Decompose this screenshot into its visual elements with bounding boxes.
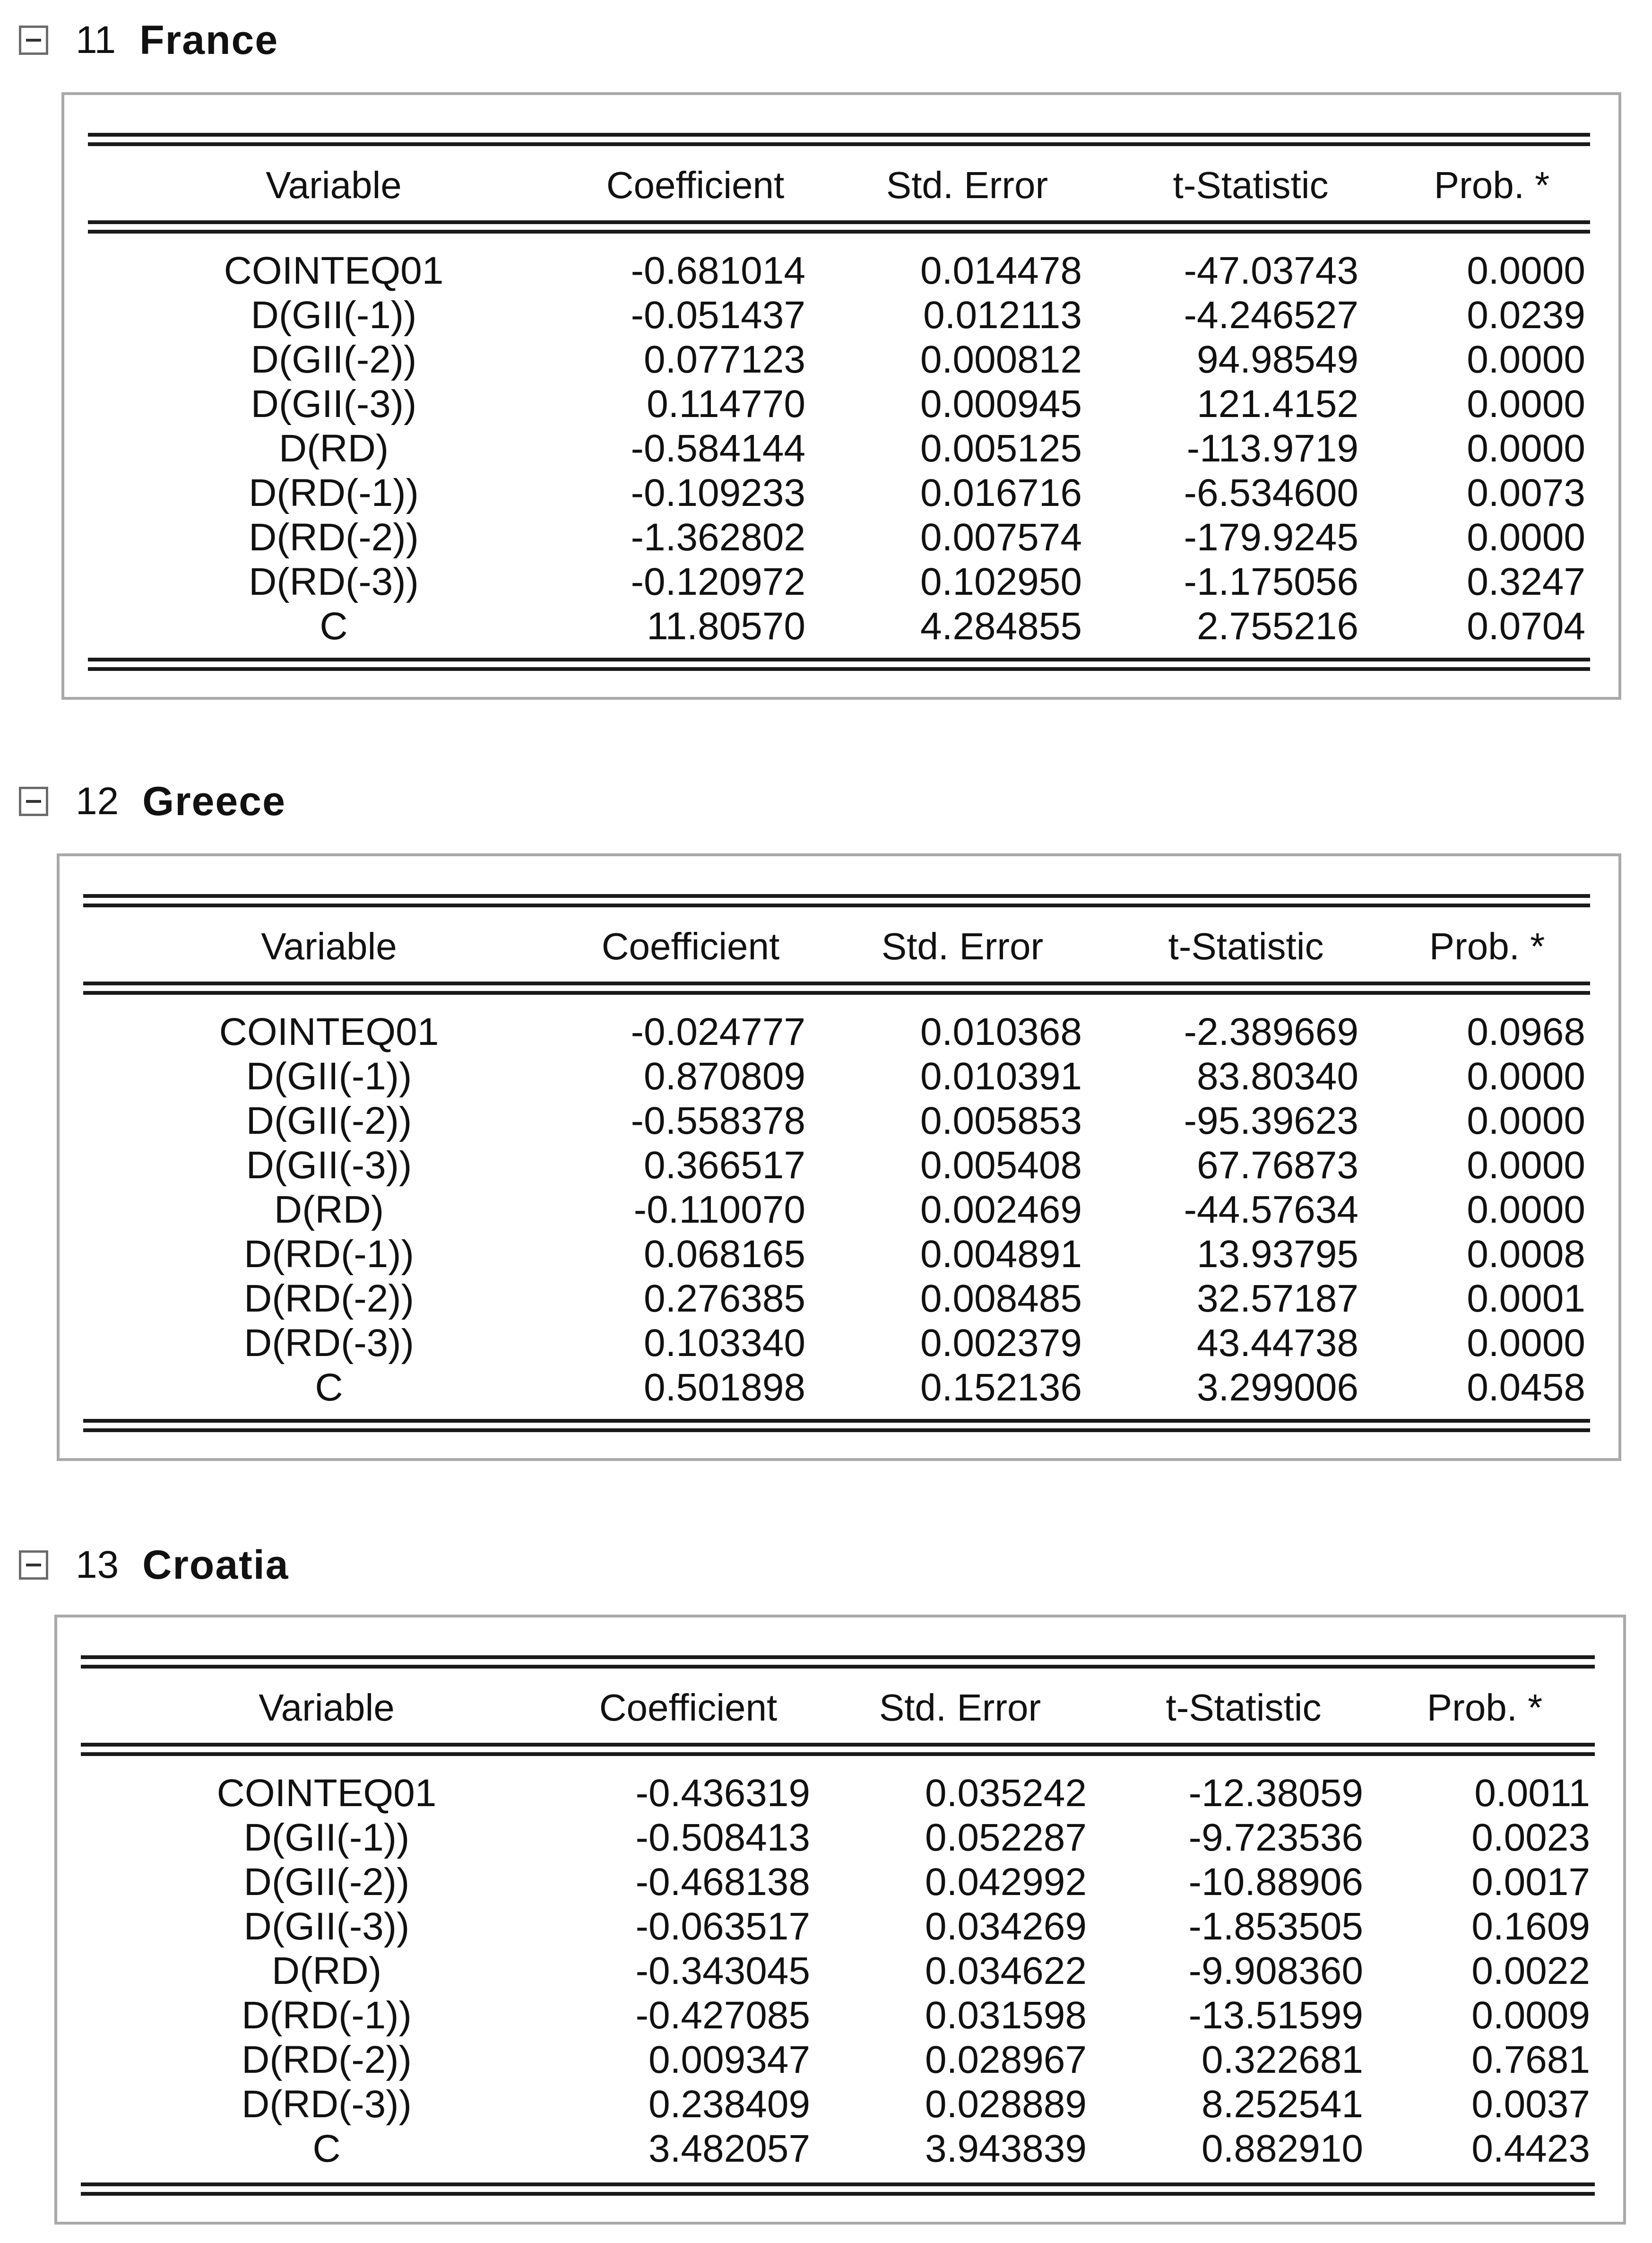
cell-prob: 0.0011 (1474, 1772, 1590, 1815)
cell-coefficient: -0.051437 (631, 294, 805, 337)
cell-t-statistic: -47.03743 (1184, 249, 1358, 292)
cell-prob: 0.0000 (1467, 249, 1585, 292)
rule-bottom (88, 658, 1590, 671)
cell-prob: 0.0704 (1467, 605, 1585, 648)
cell-prob: 0.0017 (1471, 1860, 1590, 1904)
cell-std-error: 0.002469 (920, 1188, 1082, 1231)
cell-prob: 0.0000 (1467, 383, 1585, 426)
cell-coefficient: -0.584144 (631, 427, 805, 470)
collapse-minus-icon[interactable] (19, 787, 48, 816)
cell-coefficient: 0.501898 (643, 1366, 805, 1409)
cell-prob: 0.0239 (1467, 294, 1585, 337)
cell-coefficient: 0.114770 (647, 383, 805, 426)
rule-header (88, 220, 1590, 234)
cell-prob: 0.4423 (1471, 2127, 1590, 2170)
cell-coefficient: 0.870809 (643, 1055, 805, 1098)
cell-std-error: 0.012113 (923, 294, 1082, 337)
results-panel (61, 92, 1621, 700)
cell-prob: 0.0023 (1471, 1816, 1590, 1859)
cell-std-error: 0.002379 (920, 1321, 1082, 1365)
cell-variable: C (312, 2127, 341, 2170)
cell-prob: 0.3247 (1467, 560, 1585, 603)
table-row (64, 471, 1618, 515)
cell-coefficient: -0.343045 (635, 1949, 810, 1992)
results-panel (57, 853, 1621, 1461)
cell-t-statistic: -13.51599 (1188, 1994, 1363, 2037)
table-row (64, 426, 1618, 471)
cell-coefficient: -0.110070 (633, 1188, 805, 1231)
cell-variable: D(GII(-2)) (243, 1860, 410, 1904)
table-row (64, 293, 1618, 338)
cell-coefficient: 0.276385 (643, 1277, 805, 1320)
cell-std-error: 0.035242 (925, 1772, 1087, 1815)
cell-std-error: 0.042992 (925, 1860, 1087, 1904)
table-row (57, 1860, 1623, 1904)
cell-t-statistic: -9.908360 (1188, 1949, 1363, 1992)
cell-coefficient: -0.468138 (635, 1860, 810, 1904)
cell-variable: D(RD(-1)) (242, 1994, 412, 2037)
cell-coefficient: 0.009347 (648, 2038, 810, 2081)
cell-prob: 0.0000 (1467, 427, 1585, 470)
rule-bottom (83, 1419, 1590, 1432)
cell-t-statistic: 67.76873 (1196, 1144, 1358, 1187)
table-body (57, 1771, 1623, 2171)
cell-variable: D(GII(-3)) (251, 383, 417, 426)
cell-t-statistic: -44.57634 (1184, 1188, 1358, 1231)
collapse-minus-icon[interactable] (19, 26, 48, 55)
cell-t-statistic: 121.4152 (1196, 383, 1358, 426)
section-title: Croatia (142, 1542, 289, 1588)
cell-coefficient: 0.238409 (648, 2083, 810, 2126)
cell-t-statistic: 0.882910 (1201, 2127, 1363, 2170)
table-row (64, 382, 1618, 426)
cell-coefficient: 0.366517 (643, 1144, 805, 1187)
cell-variable: C (320, 605, 348, 648)
cell-coefficient: 0.077123 (643, 338, 805, 381)
header-std-error: Std. Error (879, 1687, 1041, 1729)
cell-std-error: 0.005408 (920, 1144, 1082, 1187)
table-row (60, 1277, 1618, 1321)
rule-top (81, 1655, 1595, 1669)
table-body (60, 1010, 1618, 1410)
cell-t-statistic: 94.98549 (1196, 338, 1358, 381)
rule-header (81, 1743, 1595, 1756)
header-t-statistic: t-Statistic (1173, 164, 1329, 206)
table-row (60, 1054, 1618, 1099)
cell-coefficient: 3.482057 (648, 2127, 810, 2170)
cell-prob: 0.0000 (1467, 1055, 1585, 1098)
table-row (57, 2038, 1623, 2082)
cell-prob: 0.0000 (1467, 338, 1585, 381)
section-header (19, 14, 278, 66)
table-header-row (57, 1685, 1623, 1730)
cell-variable: D(RD(-3)) (244, 1321, 414, 1365)
header-prob: Prob. * (1429, 925, 1545, 967)
cell-t-statistic: 83.80340 (1196, 1055, 1358, 1098)
cell-variable: D(GII(-3)) (246, 1144, 412, 1187)
cell-t-statistic: -9.723536 (1188, 1816, 1363, 1859)
table-row (57, 1949, 1623, 1993)
rule-header (83, 982, 1590, 995)
header-prob: Prob. * (1434, 164, 1550, 206)
cell-t-statistic: -179.9245 (1184, 516, 1358, 559)
table-row (57, 1904, 1623, 1949)
header-variable: Variable (261, 925, 397, 967)
table-row (57, 1993, 1623, 2038)
cell-prob: 0.0000 (1467, 1321, 1585, 1365)
cell-prob: 0.0968 (1467, 1010, 1585, 1053)
table-row (60, 1099, 1618, 1143)
rule-bottom (81, 2182, 1595, 2196)
header-t-statistic: t-Statistic (1168, 925, 1324, 967)
cell-prob: 0.0458 (1467, 1366, 1585, 1409)
cell-std-error: 0.028967 (925, 2038, 1087, 2081)
cell-std-error: 0.034622 (925, 1949, 1087, 1992)
cell-std-error: 0.014478 (920, 249, 1082, 292)
table-row (57, 1771, 1623, 1816)
cell-prob: 0.0000 (1467, 1188, 1585, 1231)
table-row (57, 1816, 1623, 1860)
cell-t-statistic: -113.9719 (1186, 427, 1358, 470)
table-row (60, 1321, 1618, 1365)
section-title: Greece (142, 778, 286, 824)
header-variable: Variable (266, 164, 402, 206)
cell-prob: 0.0000 (1467, 516, 1585, 559)
cell-coefficient: -1.362802 (631, 516, 805, 559)
cell-prob: 0.0022 (1471, 1949, 1590, 1992)
cell-std-error: 0.028889 (925, 2083, 1087, 2126)
header-t-statistic: t-Statistic (1166, 1687, 1322, 1729)
cell-t-statistic: -95.39623 (1184, 1099, 1358, 1142)
table-row (64, 604, 1618, 649)
header-coefficient: Coefficient (601, 925, 780, 967)
rule-top (88, 133, 1590, 146)
cell-variable: D(GII(-2)) (246, 1099, 412, 1142)
cell-coefficient: 0.103340 (643, 1321, 805, 1365)
cell-std-error: 0.000812 (920, 338, 1082, 381)
cell-prob: 0.0000 (1467, 1099, 1585, 1142)
table-row (60, 1010, 1618, 1054)
section-header (19, 1539, 289, 1591)
cell-prob: 0.0009 (1471, 1994, 1590, 2037)
cell-coefficient: -0.024777 (631, 1010, 805, 1053)
cell-coefficient: -0.109233 (631, 471, 805, 514)
cell-variable: D(RD) (271, 1949, 382, 1992)
cell-variable: D(GII(-1)) (251, 294, 417, 337)
cell-coefficient: -0.558378 (631, 1099, 805, 1142)
cell-coefficient: -0.508413 (635, 1816, 810, 1859)
cell-std-error: 0.016716 (920, 471, 1082, 514)
cell-prob: 0.0008 (1467, 1233, 1585, 1276)
cell-t-statistic: 32.57187 (1196, 1277, 1358, 1320)
table-row (57, 2127, 1623, 2171)
table-row (60, 1232, 1618, 1277)
cell-variable: COINTEQ01 (224, 249, 444, 292)
cell-t-statistic: 13.93795 (1196, 1233, 1358, 1276)
cell-std-error: 0.005125 (920, 427, 1082, 470)
cell-variable: D(GII(-1)) (246, 1055, 412, 1098)
cell-prob: 0.7681 (1471, 2038, 1590, 2081)
cell-prob: 0.0037 (1471, 2083, 1590, 2126)
cell-std-error: 0.008485 (920, 1277, 1082, 1320)
cell-std-error: 0.010391 (920, 1055, 1082, 1098)
cell-variable: D(RD(-1)) (249, 471, 419, 514)
table-row (64, 249, 1618, 293)
cell-t-statistic: 2.755216 (1196, 605, 1358, 648)
cell-t-statistic: -12.38059 (1188, 1772, 1363, 1815)
cell-variable: D(RD) (278, 427, 389, 470)
collapse-minus-icon[interactable] (19, 1550, 48, 1580)
cell-t-statistic: 0.322681 (1201, 2038, 1363, 2081)
cell-prob: 0.0001 (1467, 1277, 1585, 1320)
section-header (19, 775, 286, 827)
cell-variable: C (315, 1366, 343, 1409)
cell-prob: 0.1609 (1471, 1905, 1590, 1948)
cell-std-error: 0.102950 (920, 560, 1082, 603)
header-coefficient: Coefficient (606, 164, 785, 206)
cell-variable: COINTEQ01 (216, 1772, 437, 1815)
cell-variable: D(RD(-2)) (242, 2038, 412, 2081)
cell-std-error: 0.000945 (920, 383, 1082, 426)
table-row (60, 1143, 1618, 1188)
cell-std-error: 0.007574 (920, 516, 1082, 559)
cell-prob: 0.0000 (1467, 1144, 1585, 1187)
section-number: 12 (76, 780, 119, 823)
cell-coefficient: -0.681014 (631, 249, 805, 292)
cell-t-statistic: -10.88906 (1188, 1860, 1363, 1904)
section-number: 13 (76, 1543, 119, 1586)
table-row (57, 2082, 1623, 2127)
section-number: 11 (76, 18, 116, 61)
cell-t-statistic: -4.246527 (1184, 294, 1358, 337)
cell-coefficient: -0.436319 (635, 1772, 810, 1815)
cell-variable: D(RD(-1)) (244, 1233, 414, 1276)
results-panel (54, 1615, 1626, 2225)
cell-t-statistic: -1.853505 (1188, 1905, 1363, 1948)
cell-variable: D(RD(-3)) (249, 560, 419, 603)
section-title: France (139, 17, 279, 63)
cell-t-statistic: -6.534600 (1184, 471, 1358, 514)
cell-std-error: 0.005853 (920, 1099, 1082, 1142)
cell-std-error: 0.152136 (920, 1366, 1082, 1409)
cell-t-statistic: -2.389669 (1184, 1010, 1358, 1053)
cell-prob: 0.0073 (1467, 471, 1585, 514)
cell-variable: COINTEQ01 (219, 1010, 439, 1053)
cell-std-error: 0.031598 (925, 1994, 1087, 2037)
cell-std-error: 0.052287 (925, 1816, 1087, 1859)
cell-std-error: 0.034269 (925, 1905, 1087, 1948)
cell-coefficient: -0.120972 (631, 560, 805, 603)
cell-coefficient: 0.068165 (643, 1233, 805, 1276)
cell-t-statistic: -1.175056 (1184, 560, 1358, 603)
cell-std-error: 0.010368 (920, 1010, 1082, 1053)
table-row (64, 515, 1618, 560)
header-prob: Prob. * (1427, 1687, 1543, 1729)
cell-variable: D(RD(-2)) (244, 1277, 414, 1320)
table-header-row (60, 924, 1618, 969)
cell-std-error: 3.943839 (925, 2127, 1087, 2170)
cell-variable: D(GII(-2)) (251, 338, 417, 381)
cell-t-statistic: 8.252541 (1201, 2083, 1363, 2126)
table-row (64, 560, 1618, 604)
cell-coefficient: 11.80570 (647, 605, 805, 648)
header-std-error: Std. Error (881, 925, 1044, 967)
table-row (60, 1188, 1618, 1232)
table-row (64, 338, 1618, 382)
cell-variable: D(RD(-2)) (249, 516, 419, 559)
header-coefficient: Coefficient (599, 1687, 778, 1729)
table-body (64, 249, 1618, 649)
table-header-row (64, 163, 1618, 208)
cell-variable: D(GII(-3)) (243, 1905, 410, 1948)
header-std-error: Std. Error (886, 164, 1048, 206)
cell-t-statistic: 43.44738 (1196, 1321, 1358, 1365)
rule-top (83, 894, 1590, 907)
table-row (60, 1365, 1618, 1410)
cell-std-error: 4.284855 (920, 605, 1082, 648)
cell-variable: D(RD(-3)) (242, 2083, 412, 2126)
header-variable: Variable (259, 1687, 395, 1729)
cell-coefficient: -0.427085 (635, 1994, 810, 2037)
cell-std-error: 0.004891 (920, 1233, 1082, 1276)
cell-t-statistic: 3.299006 (1196, 1366, 1358, 1409)
cell-coefficient: -0.063517 (635, 1905, 810, 1948)
cell-variable: D(GII(-1)) (243, 1816, 410, 1859)
cell-variable: D(RD) (274, 1188, 384, 1231)
